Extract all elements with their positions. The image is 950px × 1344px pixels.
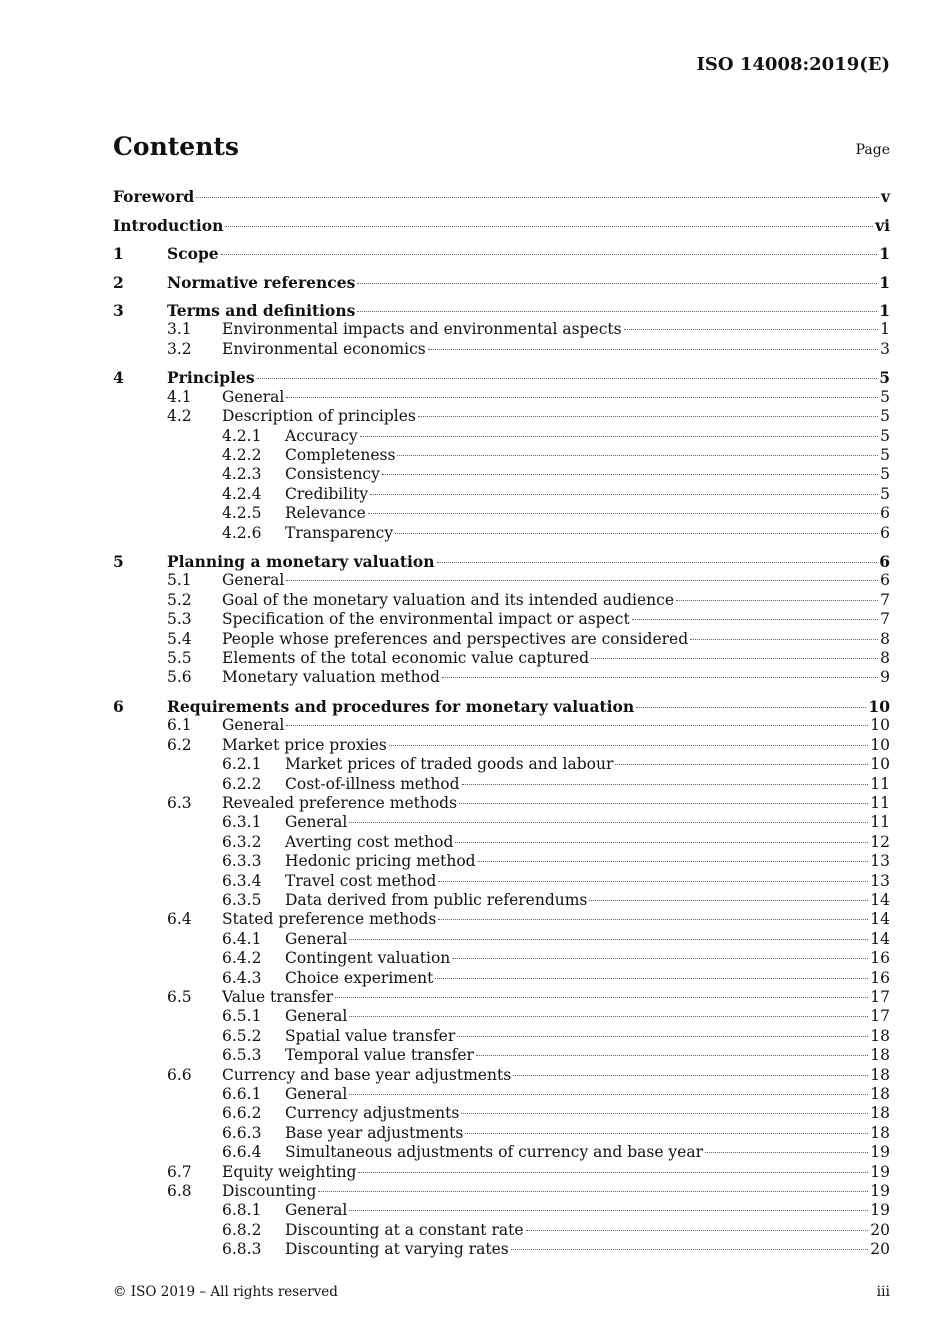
toc-entry-page: v [880, 187, 890, 206]
toc-dot-leader [335, 997, 868, 998]
toc-dot-leader [589, 900, 868, 901]
toc-entry-number: 6.3.3 [222, 852, 262, 871]
toc-entry-number: 6.3.2 [222, 832, 262, 851]
toc-entry-page: 17 [870, 987, 890, 1006]
toc-entry-title: Relevance [285, 504, 366, 523]
toc-entry-page: 8 [880, 649, 890, 667]
toc-entry-number: 4.1 [167, 387, 192, 406]
toc-entry-title: Currency and base year adjustments [222, 1065, 512, 1084]
toc-dot-leader [389, 745, 868, 746]
contents-title: Contents [113, 132, 240, 161]
toc-entry[interactable] [113, 427, 890, 446]
footer-page-number: iii [876, 1284, 890, 1300]
toc-dot-leader [357, 311, 877, 312]
toc-entry-number: 6.8 [167, 1181, 192, 1200]
toc-dot-leader [428, 349, 878, 350]
toc-entry[interactable] [113, 1066, 890, 1085]
toc-entry-number: 6.5.3 [222, 1046, 262, 1065]
toc-entry-title: Planning a monetary valuation [167, 552, 435, 571]
toc-entry[interactable] [113, 465, 890, 484]
toc-entry[interactable] [113, 649, 890, 668]
toc-entry-number: 3.1 [167, 320, 192, 339]
toc-entry[interactable] [113, 852, 890, 871]
toc-entry-number: 6.2.1 [222, 755, 262, 774]
toc-dot-leader [526, 1230, 869, 1231]
toc-dot-leader [513, 1075, 868, 1076]
toc-entry[interactable] [113, 388, 890, 407]
toc-entry-page: 5 [880, 407, 890, 426]
toc-entry-page: 16 [870, 968, 890, 987]
toc-entry-number: 6.5 [167, 987, 192, 1006]
toc-dot-leader [225, 226, 873, 227]
toc-entry-page: 10 [870, 755, 890, 774]
toc-entry-number: 6 [113, 696, 124, 716]
toc-entry-number: 6.3 [167, 793, 192, 812]
toc-entry-page: 13 [870, 852, 890, 871]
toc-entry-title: Environmental economics [222, 339, 426, 358]
toc-entry-page: 6 [880, 571, 890, 590]
toc-entry-title: General [285, 813, 348, 832]
toc-dot-leader [615, 764, 868, 765]
toc-entry-title: Accuracy [285, 426, 358, 445]
toc-entry-number: 6.3.5 [222, 890, 262, 909]
toc-entry-title: Cost-of-illness method [285, 774, 460, 793]
toc-entry-title: Averting cost method [285, 832, 454, 851]
toc-entry-title: Data derived from public referendums [285, 890, 588, 909]
toc-entry-title: Principles [167, 368, 255, 388]
toc-entry-number: 4.2.1 [222, 426, 262, 445]
toc-dot-leader [632, 619, 878, 620]
toc-entry-number: 6.6.2 [222, 1104, 262, 1123]
toc-dot-leader [452, 958, 868, 959]
toc-entry-number: 3.2 [167, 339, 192, 358]
toc-entry-number: 6.2 [167, 735, 192, 754]
toc-entry-number: 4.2 [167, 407, 192, 426]
toc-entry-page: 1 [880, 320, 890, 339]
toc-dot-leader [349, 822, 868, 823]
toc-dot-leader [358, 1172, 868, 1173]
toc-entry-number: 4 [113, 368, 124, 388]
toc-entry-page: 8 [880, 629, 890, 648]
toc-entry-page: 16 [870, 949, 890, 968]
toc-entry-number: 6.7 [167, 1162, 192, 1181]
toc-entry[interactable] [113, 524, 890, 543]
toc-dot-leader [286, 580, 878, 581]
toc-entry-title: Requirements and procedures for monetary valuation [167, 696, 635, 716]
toc-entry-number: 6.8.2 [222, 1220, 262, 1239]
toc-entry-page: 18 [870, 1046, 890, 1065]
toc-entry[interactable] [113, 320, 890, 339]
toc-entry[interactable] [113, 833, 890, 852]
toc-entry-title: Hedonic pricing method [285, 852, 476, 871]
toc-entry-page: 10 [868, 696, 890, 716]
toc-entry-number: 6.4.3 [222, 968, 262, 987]
toc-entry-title: Description of principles [222, 407, 416, 426]
toc-entry-page: 5 [880, 387, 890, 406]
toc-entry-title: Specification of the environmental impact or aspect [222, 610, 630, 629]
toc-dot-leader [455, 842, 868, 843]
toc-entry-page: 11 [870, 793, 890, 812]
toc-entry-title: Stated preference methods [222, 910, 437, 929]
toc-entry-title: General [285, 1084, 348, 1103]
toc-entry-number: 4.2.3 [222, 465, 262, 484]
toc-entry-number: 6.3.1 [222, 813, 262, 832]
toc-entry-number: 4.2.4 [222, 484, 262, 503]
toc-entry[interactable] [113, 1163, 890, 1182]
toc-entry[interactable] [113, 244, 890, 263]
toc-entry-page: 6 [879, 552, 890, 571]
toc-entry-number: 6.6 [167, 1065, 192, 1084]
toc-entry-number: 6.6.3 [222, 1123, 262, 1142]
toc-dot-leader [286, 725, 868, 726]
toc-entry[interactable] [113, 1182, 890, 1201]
toc-entry-title: General [285, 1201, 348, 1220]
toc-entry-page: 5 [880, 465, 890, 484]
toc-dot-leader [318, 1191, 868, 1192]
toc-entry-number: 6.8.1 [222, 1201, 262, 1220]
toc-dot-leader [370, 494, 878, 495]
toc-entry[interactable] [113, 910, 890, 929]
toc-entry[interactable] [113, 930, 890, 949]
toc-entry[interactable] [113, 273, 890, 292]
toc-entry-title: Foreword [113, 187, 195, 206]
toc-entry[interactable] [113, 368, 890, 387]
toc-dot-leader [459, 803, 868, 804]
toc-dot-leader [442, 677, 878, 678]
toc-dot-leader [349, 939, 868, 940]
toc-entry[interactable] [113, 775, 890, 794]
toc-entry-number: 6.4.2 [222, 949, 262, 968]
toc-entry-page: 7 [880, 590, 890, 609]
toc-entry-page: 3 [880, 339, 890, 358]
toc-entry-title: Transparency [285, 523, 394, 542]
toc-entry-title: Terms and definitions [167, 301, 356, 320]
toc-entry-number: 6.2.2 [222, 774, 262, 793]
toc-dot-leader [438, 881, 868, 882]
toc-entry-title: Monetary valuation method [222, 668, 440, 687]
toc-entry-title: Scope [167, 244, 219, 263]
toc-entry[interactable] [113, 591, 890, 610]
toc-entry-page: vi [875, 215, 890, 235]
toc-entry-title: Base year adjustments [285, 1123, 464, 1142]
toc-entry-title: Travel cost method [285, 871, 437, 890]
toc-entry-title: Credibility [285, 484, 369, 503]
toc-entry-number: 6.4.1 [222, 929, 262, 948]
toc-entry[interactable] [113, 446, 890, 465]
toc-dot-leader [368, 513, 878, 514]
toc-entry-title: Normative references [167, 272, 356, 292]
toc-dot-leader [357, 283, 877, 284]
toc-entry-page: 6 [880, 504, 890, 523]
toc-entry-page: 5 [880, 426, 890, 445]
toc-entry-page: 14 [870, 929, 890, 948]
toc-entry-number: 6.5.2 [222, 1026, 262, 1045]
toc-entry-page: 7 [880, 610, 890, 629]
toc-entry-title: Goal of the monetary valuation and its intended audience [222, 590, 675, 609]
toc-entry-title: Currency adjustments [285, 1104, 460, 1123]
toc-entry-number: 1 [113, 244, 124, 263]
toc-entry-page: 5 [879, 368, 890, 388]
toc-entry-title: Discounting at varying rates [285, 1240, 509, 1259]
toc-entry[interactable] [113, 552, 890, 571]
toc-entry[interactable] [113, 630, 890, 649]
toc-entry-page: 10 [870, 735, 890, 754]
toc-entry-title: Equity weighting [222, 1162, 357, 1181]
toc-dot-leader [690, 639, 878, 640]
toc-entry-page: 1 [879, 301, 890, 320]
toc-entry-title: Market prices of traded goods and labour [285, 755, 614, 774]
toc-entry-page: 17 [870, 1007, 890, 1026]
toc-entry-page: 20 [870, 1240, 890, 1259]
toc-entry[interactable] [113, 485, 890, 504]
toc-entry-number: 4.2.2 [222, 445, 262, 464]
toc-dot-leader [437, 562, 878, 563]
toc-entry-page: 18 [870, 1123, 890, 1142]
toc-dot-leader [636, 707, 866, 708]
toc-dot-leader [511, 1249, 869, 1250]
toc-entry-page: 19 [870, 1162, 890, 1181]
toc-entry-number: 6.6.4 [222, 1143, 262, 1162]
toc-entry-page: 18 [870, 1104, 890, 1123]
toc-entry[interactable] [113, 813, 890, 832]
toc-entry-page: 19 [870, 1143, 890, 1162]
toc-entry-title: Environmental impacts and environmental aspects [222, 320, 622, 339]
toc-dot-leader [196, 197, 879, 198]
toc-entry-title: Elements of the total economic value captured [222, 649, 589, 667]
toc-entry-number: 5.3 [167, 610, 192, 629]
toc-entry-page: 5 [880, 445, 890, 464]
toc-entry-title: Choice experiment [285, 968, 434, 987]
toc-entry[interactable] [113, 697, 890, 716]
toc-entry-title: Discounting [222, 1181, 317, 1200]
toc-dot-leader [457, 1036, 868, 1037]
toc-entry-page: 13 [870, 871, 890, 890]
toc-entry-number: 6.1 [167, 716, 192, 735]
toc-entry[interactable] [113, 340, 890, 359]
toc-dot-leader [349, 1016, 868, 1017]
toc-entry-number: 2 [113, 272, 124, 292]
toc-dot-leader [349, 1094, 868, 1095]
toc-entry[interactable] [113, 1104, 890, 1123]
toc-entry[interactable] [113, 891, 890, 910]
toc-entry[interactable] [113, 610, 890, 629]
toc-entry[interactable] [113, 1124, 890, 1143]
toc-entry-page: 20 [870, 1220, 890, 1239]
toc-entry-title: Contingent valuation [285, 949, 451, 968]
toc-entry-title: Revealed preference methods [222, 793, 458, 812]
toc-entry[interactable] [113, 1027, 890, 1046]
toc-entry-number: 6.6.1 [222, 1084, 262, 1103]
toc-entry-number: 6.4 [167, 910, 192, 929]
toc-entry[interactable] [113, 504, 890, 523]
footer-copyright: © ISO 2019 – All rights reserved [113, 1284, 338, 1300]
toc-entry-title: Market price proxies [222, 735, 387, 754]
toc-entry[interactable] [113, 1143, 890, 1162]
toc-entry-number: 5.1 [167, 571, 192, 590]
toc-entry[interactable] [113, 407, 890, 426]
toc-entry-title: General [285, 929, 348, 948]
toc-entry-title: Temporal value transfer [285, 1046, 474, 1065]
toc-dot-leader [624, 329, 879, 330]
toc-dot-leader [478, 861, 869, 862]
toc-dot-leader [438, 919, 868, 920]
toc-entry-title: General [285, 1007, 348, 1026]
toc-entry[interactable] [113, 1201, 890, 1220]
toc-dot-leader [257, 378, 878, 379]
toc-dot-leader [705, 1152, 868, 1153]
toc-entry[interactable] [113, 716, 890, 735]
toc-entry-title: Consistency [285, 465, 380, 484]
toc-entry-title: General [222, 387, 285, 406]
toc-entry-title: Introduction [113, 215, 224, 235]
toc-entry[interactable] [113, 1007, 890, 1026]
toc-dot-leader [676, 600, 878, 601]
toc-entry[interactable] [113, 872, 890, 891]
toc-dot-leader [360, 436, 878, 437]
toc-entry[interactable] [113, 794, 890, 813]
toc-entry-page: 5 [880, 484, 890, 503]
toc-entry[interactable] [113, 1085, 890, 1104]
toc-entry-page: 1 [879, 244, 890, 263]
toc-entry-number: 6.5.1 [222, 1007, 262, 1026]
toc-entry[interactable] [113, 755, 890, 774]
toc-entry[interactable] [113, 1046, 890, 1065]
toc-entry-number: 5.2 [167, 590, 192, 609]
toc-entry-title: General [222, 571, 285, 590]
toc-dot-leader [435, 978, 868, 979]
toc-entry-number: 6.8.3 [222, 1240, 262, 1259]
toc-entry-title: Discounting at a constant rate [285, 1220, 524, 1239]
toc-entry[interactable] [113, 988, 890, 1007]
page-column-label: Page [855, 142, 890, 158]
toc-dot-leader [591, 658, 878, 659]
toc-dot-leader [462, 784, 869, 785]
toc-entry-page: 14 [870, 910, 890, 929]
toc-entry-title: Spatial value transfer [285, 1026, 456, 1045]
toc-entry-page: 19 [870, 1181, 890, 1200]
toc-entry-page: 19 [870, 1201, 890, 1220]
toc-entry-number: 4.2.5 [222, 504, 262, 523]
toc-entry-title: Simultaneous adjustments of currency and base year [285, 1143, 704, 1162]
toc-dot-leader [397, 455, 878, 456]
toc-entry-page: 12 [870, 832, 890, 851]
toc-entry-number: 5.4 [167, 629, 192, 648]
toc-dot-leader [465, 1133, 868, 1134]
toc-entry[interactable] [113, 949, 890, 968]
toc-entry-title: Value transfer [222, 987, 334, 1006]
document-code: ISO 14008:2019(E) [696, 54, 890, 75]
toc-entry[interactable] [113, 1221, 890, 1240]
toc-dot-leader [382, 474, 878, 475]
toc-entry-page: 18 [870, 1084, 890, 1103]
toc-entry-page: 9 [880, 668, 890, 687]
toc-entry-page: 14 [870, 890, 890, 909]
toc-dot-leader [221, 254, 878, 255]
toc-entry-number: 4.2.6 [222, 523, 262, 542]
toc-entry-page: 18 [870, 1026, 890, 1045]
toc-entry[interactable] [113, 216, 890, 235]
toc-entry-page: 6 [880, 523, 890, 542]
toc-entry-number: 5 [113, 552, 124, 571]
toc-dot-leader [349, 1210, 868, 1211]
toc-entry-number: 5.5 [167, 649, 192, 667]
toc-dot-leader [418, 416, 878, 417]
toc-entry-page: 18 [870, 1065, 890, 1084]
toc-entry-page: 11 [870, 813, 890, 832]
toc-dot-leader [395, 533, 878, 534]
toc-dot-leader [286, 397, 878, 398]
toc-entry-number: 6.3.4 [222, 871, 262, 890]
toc-entry-page: 11 [870, 774, 890, 793]
toc-entry-number: 5.6 [167, 668, 192, 687]
toc-dot-leader [461, 1113, 868, 1114]
toc-entry-title: General [222, 716, 285, 735]
toc-entry[interactable] [113, 571, 890, 590]
toc-entry-page: 1 [879, 272, 890, 292]
toc-entry[interactable] [113, 301, 890, 320]
toc-entry-number: 3 [113, 301, 124, 320]
toc-entry[interactable] [113, 969, 890, 988]
toc-entry[interactable] [113, 668, 890, 687]
toc-dot-leader [476, 1055, 868, 1056]
toc-entry-title: Completeness [285, 445, 396, 464]
toc-entry-title: People whose preferences and perspectives are considered [222, 629, 689, 648]
toc-entry[interactable] [113, 1240, 890, 1259]
toc-entry-page: 10 [870, 716, 890, 735]
toc-entry[interactable] [113, 187, 890, 206]
toc-entry[interactable] [113, 736, 890, 755]
